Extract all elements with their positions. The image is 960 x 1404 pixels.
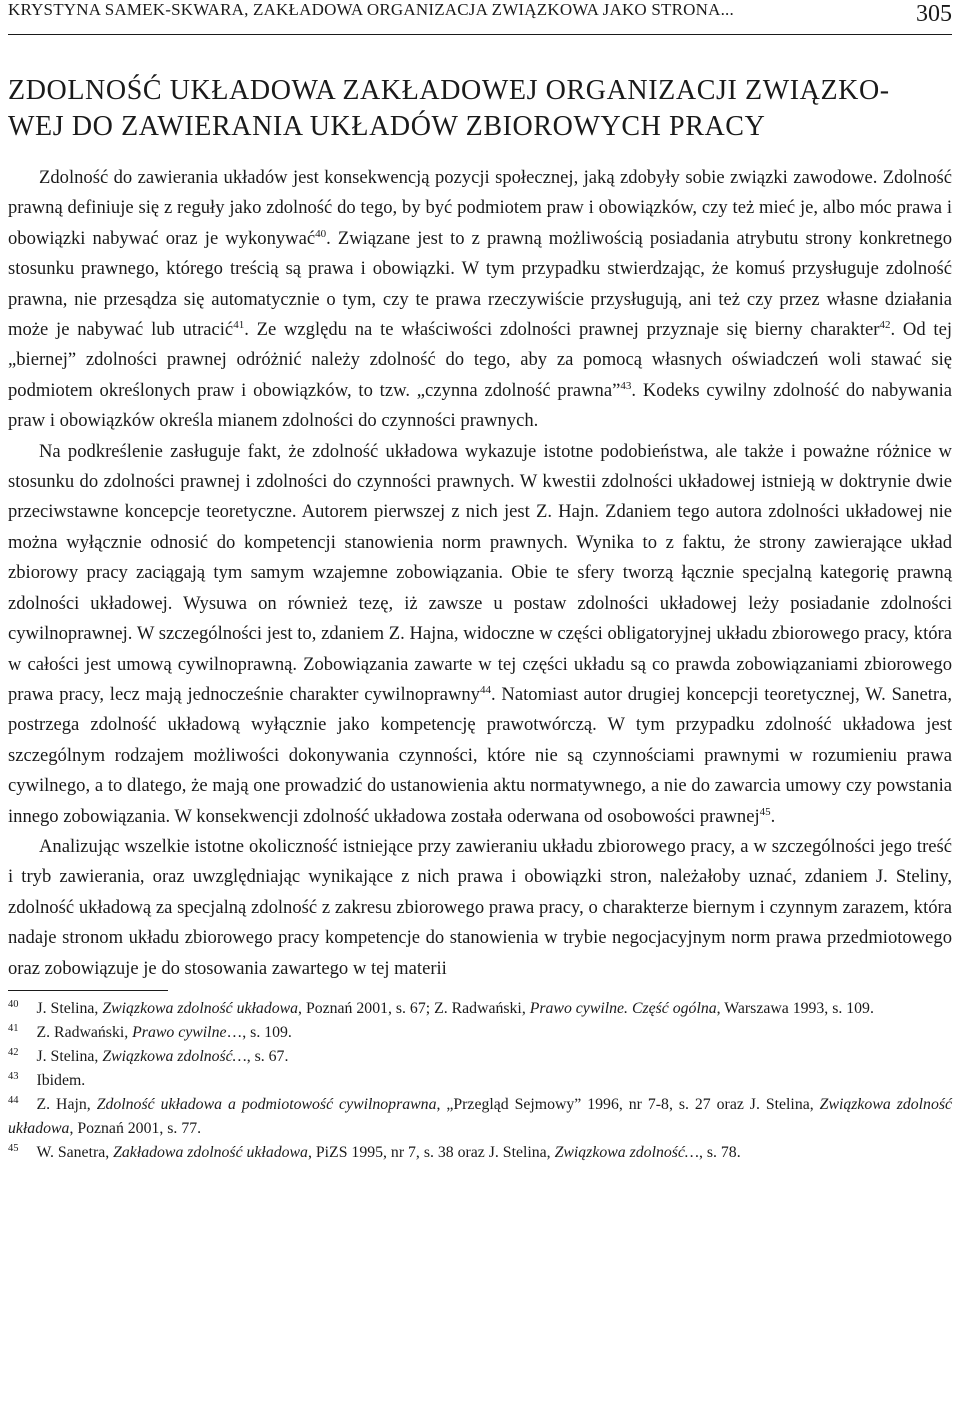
footnote-43 (8, 1069, 952, 1093)
footnote-41 (8, 1021, 952, 1045)
footnote-text: , Poznań 2001, s. 67; Z. Radwański, (298, 999, 530, 1017)
paragraph-text: . Natomiast autor drugiej koncepcji teoretycznej, W. Sanetra, postrzega zdolność układową wyłącznie jako kompetencję prawotwórczą. W tym przypadku zdolność układowa jest szczególnym rodzajem możliwości dokonywania czynności, które nie są czynnościami prawnymi w rozumieniu prawa cywilnego, a to dlatego, że mają one prowadzić do ustanowienia aktu normatywnego, a nie do zawarcia umowy czy powstania innego zobowiązania. W konsekwencji zdolność układowa została oderwana od osobowości prawnej (8, 683, 952, 827)
paragraph-text: . Ze względu na te właściwości zdolności prawnej przyznaje się bierny charakter (244, 319, 880, 341)
footnote-text: Ibidem. (36, 1071, 86, 1089)
paragraph-text: Analizując wszelkie istotne okoliczność istniejące przy zawieraniu układu zbiorowego pracy, a w szczególności jego treść i tryb zawierania, oraz uwzględniając wynikające z nich prawa i obowiązki stron, należałoby uznać, zdaniem J. Steliny, zdolność układową za specjalną zdolność z zakresu zbiorowego prawa pracy, o charakterze biernym i czynnym zarazem, która nadaje stronom układu zbiorowego pracy kompetencje do stanowienia w trybie negocjacyjnym norm prawa przedmiotowego oraz zobowiązuje je do stosowania zawartego w tej materii (8, 835, 952, 979)
section-title: ZDOLNOŚĆ UKŁADOWA ZAKŁADOWEJ ORGANIZACJI ZWIĄZKO- WEJ DO ZAWIERANIA UKŁADÓW ZBIOROWYCH PRACY (8, 75, 890, 142)
footnote-number: 40 (8, 998, 19, 1010)
paragraph-text: Zdolność do zawierania układów jest konsekwencją pozycji społecznej, jaką zdobyły sobie związki zawodowe. Zdolność prawną definiuje się z reguły jako zdolność do tego, by być podmiotem praw i obowiązków, czy też mieć je, albo móc prawa i obowiązki nabywać oraz je wykonywać (8, 167, 952, 249)
footnote-ref: 44 (479, 683, 491, 696)
paragraph-3 (8, 832, 952, 984)
paragraph-2 (8, 437, 952, 832)
footnote-ref: 45 (759, 805, 771, 818)
footnote-text: Z. Hajn, (36, 1095, 97, 1113)
footnote-ref: 40 (315, 227, 327, 240)
footnote-ref: 42 (879, 319, 891, 332)
footnote-title: Związkowa zdolność układowa (102, 999, 299, 1017)
running-title: KRYSTYNA SAMEK-SKWARA, ZAKŁADOWA ORGANIZACJA ZWIĄZKOWA JAKO STRONA... (8, 0, 734, 19)
footnote-42 (8, 1045, 952, 1069)
footnote-title: Związkowa zdolność… (554, 1143, 699, 1161)
footnote-text: J. Stelina, (36, 999, 103, 1017)
footnote-text: , s. 67. (246, 1047, 289, 1065)
footnote-title: Związkowa zdolność… (102, 1047, 247, 1065)
footnote-title: Zdolność układowa a podmiotowość cywilnoprawna (96, 1095, 437, 1113)
body-text (8, 163, 952, 984)
footnote-number: 42 (8, 1046, 19, 1058)
footnote-text: , Warszawa 1993, s. 109. (716, 999, 874, 1017)
paragraph-text: . (770, 805, 776, 827)
footnote-number: 41 (8, 1022, 19, 1034)
footnote-title: Związkowa zdolność układowa (8, 1095, 953, 1137)
footnote-text: , s. 78. (698, 1143, 741, 1161)
footnote-title: Prawo cywilne (132, 1023, 227, 1041)
page-number: 305 (916, 1, 952, 27)
footnote-title: Zakładowa zdolność układowa (113, 1143, 308, 1161)
paragraph-text: . Związane jest to z prawną możliwością posiadania atrybutu strony konkretnego stosunku prawnego, którego treścią są prawa i obowiązki. W tym przypadku stwierdzając, że komuś przysługuje zdolność prawna, nie przesądza się automatycznie o tym, czy te prawa rzeczywiście przysługują, ani też czy przez własne działania może je nabywać lub utracić (8, 227, 952, 341)
paragraph-1 (8, 163, 952, 437)
paragraph-text: . Od tej „biernej” zdolności prawnej odróżnić należy zdolność do tego, aby za pomocą własnych oświadczeń woli stawać się podmiotem określonych praw i obowiązków, to tzw. „czynna zdolność prawna” (8, 319, 952, 401)
running-header (8, 0, 952, 35)
paragraph-text: . Kodeks cywilny zdolność do nabywania praw i obowiązków określa mianem zdolności do czynności prawnych. (8, 379, 952, 432)
document-page (8, 0, 952, 1165)
footnote-text: , PiZS 1995, nr 7, s. 38 oraz J. Stelina, (307, 1143, 555, 1161)
footnote-title: Prawo cywilne. Część ogólna (529, 999, 717, 1017)
footnote-40 (8, 997, 952, 1021)
footnote-45 (8, 1141, 952, 1165)
footnote-ref: 43 (620, 379, 632, 392)
footnote-text: …, s. 109. (226, 1023, 292, 1041)
footnote-divider (8, 990, 168, 991)
footnote-text: , „Przegląd Sejmowy” 1996, nr 7-8, s. 27 oraz J. Stelina, (436, 1095, 820, 1113)
footnote-text: W. Sanetra, (36, 1143, 114, 1161)
footnotes (8, 997, 952, 1165)
footnote-44 (8, 1093, 952, 1141)
footnote-number: 45 (8, 1142, 19, 1154)
footnote-text: , Poznań 2001, s. 77. (69, 1119, 202, 1137)
paragraph-text: Na podkreślenie zasługuje fakt, że zdolność układowa wykazuje istotne podobieństwa, ale także i poważne różnice w stosunku do zdolności prawnej i zdolności do czynności prawnych. W kwestii zdolności układowej istnieją w doktrynie dwie przeciwstawne koncepcje teoretyczne. Autorem pierwszej z nich jest Z. Hajn. Zdaniem tego autora zdolności układowej nie można wyłącznie odnosić do kompetencji stanowienia norm prawnych. Wynika to z faktu, że strony zawierające układ zbiorowy pracy zaciągają tym samym wzajemne zobowiązania. Obie te sfery tworzą łącznie specjalną kategorię prawną zdolności układowej. Wysuwa on również tezę, iż zawsze u postaw zdolności układowej leży posiadanie zdolności cywilnoprawnej. W szczególności jest to, zdaniem Z. Hajna, widoczne w części obligatoryjnej układu zbiorowego pracy, która w całości jest umową cywilnoprawną. Zobowiązania zawarte w tej części układu są co prawda zobowiązaniami zbiorowego prawa pracy, lecz mają jednocześnie charakter cywilnoprawny (8, 440, 952, 705)
footnote-number: 44 (8, 1094, 19, 1106)
footnote-ref: 41 (233, 319, 245, 332)
footnote-text: Z. Radwański, (36, 1023, 133, 1041)
footnote-text: J. Stelina, (36, 1047, 103, 1065)
footnote-number: 43 (8, 1070, 19, 1082)
